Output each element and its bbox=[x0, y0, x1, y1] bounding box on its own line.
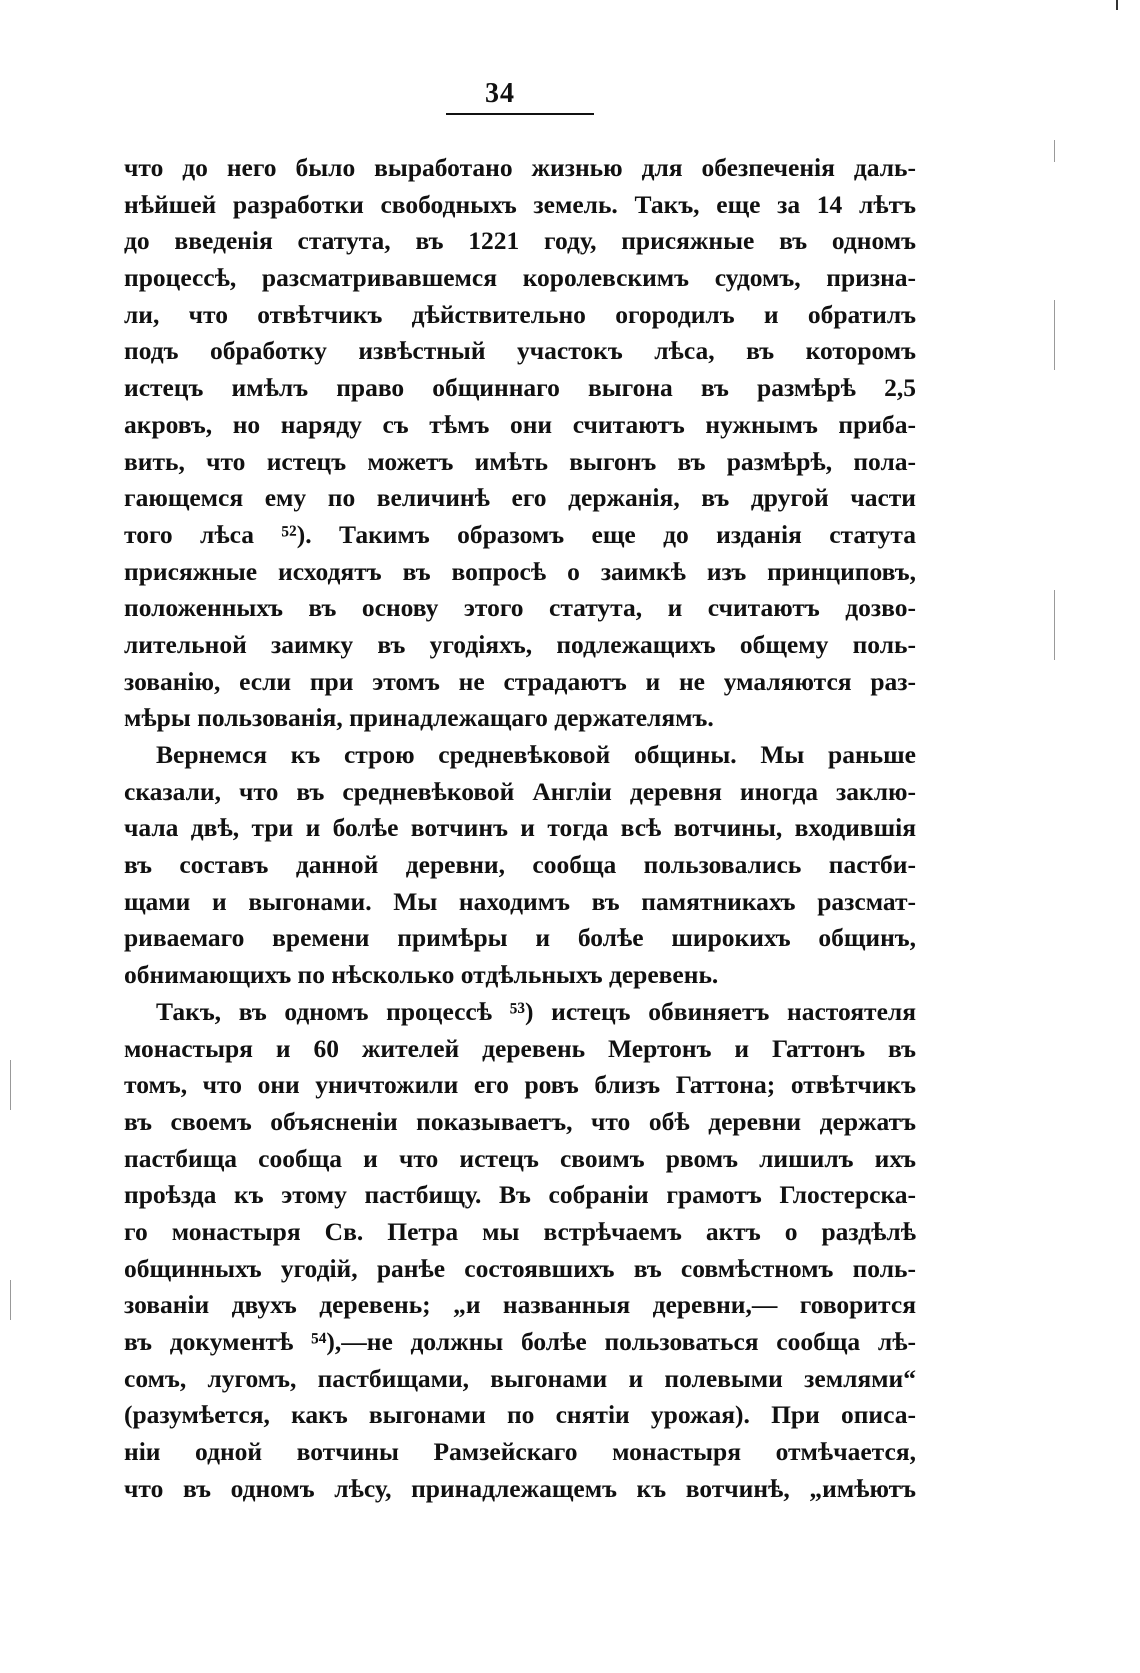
text-line: лительной заимку въ угодіяхъ, подлежащихъ общему поль- bbox=[124, 629, 916, 659]
margin-mark-left-1 bbox=[10, 1060, 11, 1110]
text-line: томъ, что они уничтожили его ровъ близъ Гаттона; отвѣтчикъ bbox=[124, 1070, 916, 1100]
page-number-rule bbox=[446, 113, 594, 115]
text-line: нѣйшей разработки свободныхъ земель. Такъ, еще за 14 лѣтъ bbox=[124, 189, 916, 219]
text-line: сказали, что въ средневѣковой Англіи деревня иногда заклю- bbox=[124, 776, 916, 806]
text-line: Вернемся къ строю средневѣковой общины. Мы раньше bbox=[156, 740, 916, 769]
text-line: обнимающихъ по нѣсколько отдѣльныхъ деревень. bbox=[124, 960, 719, 990]
text-line: ніи одной вотчины Рамзейскаго монастыря отмѣчается, bbox=[124, 1437, 916, 1467]
text-line: гающемся ему по величинѣ его держанія, въ другой части bbox=[124, 483, 916, 513]
text-line: ли, что отвѣтчикъ дѣйствительно огородилъ и обратилъ bbox=[124, 299, 916, 329]
body-text bbox=[124, 150, 916, 1507]
text-line: чала двѣ, три и болѣе вотчинъ и тогда всѣ вотчины, входившія bbox=[124, 813, 916, 843]
page-number: 34 bbox=[485, 78, 515, 109]
text-line: общинныхъ угодій, ранѣе состоявшихъ въ совмѣстномъ поль- bbox=[124, 1253, 916, 1283]
text-line: Такъ, въ одномъ процессѣ ⁵³) истецъ обвиняетъ настоятеля bbox=[156, 996, 916, 1026]
text-line: го монастыря Св. Петра мы встрѣчаемъ актъ о раздѣлѣ bbox=[124, 1216, 916, 1246]
text-line: того лѣса ⁵²). Такимъ образомъ еще до изданія статута bbox=[124, 519, 916, 549]
text-line: присяжные исходятъ въ вопросѣ о заимкѣ изъ принциповъ, bbox=[124, 556, 916, 586]
text-line: монастыря и 60 жителей деревень Мертонъ и Гаттонъ въ bbox=[124, 1033, 916, 1063]
margin-mark-left-2 bbox=[10, 1280, 11, 1320]
text-line: подъ обработку извѣстный участокъ лѣса, въ которомъ bbox=[124, 336, 916, 366]
margin-mark-right-3 bbox=[1054, 590, 1055, 660]
margin-mark-right-1 bbox=[1054, 140, 1055, 162]
text-line: что въ одномъ лѣсу, принадлежащемъ къ вотчинѣ, „имѣютъ bbox=[124, 1473, 916, 1503]
text-line: положенныхъ въ основу этого статута, и считаютъ дозво- bbox=[124, 593, 916, 623]
text-line: въ документѣ ⁵⁴),—не должны болѣе пользоваться сообща лѣ- bbox=[124, 1327, 916, 1356]
text-line: зованію, если при этомъ не страдаютъ и не умаляются раз- bbox=[124, 666, 916, 696]
text-line: истецъ имѣлъ право общиннаго выгона въ размѣрѣ 2,5 bbox=[124, 373, 916, 403]
text-line: мѣры пользованія, принадлежащаго держателямъ. bbox=[124, 703, 714, 733]
text-line: проѣзда къ этому пастбищу. Въ собраніи грамотъ Глостерска- bbox=[124, 1180, 916, 1210]
text-line: въ своемъ объясненіи показываетъ, что обѣ деревни держатъ bbox=[124, 1106, 916, 1136]
text-line: пастбища сообща и что истецъ своимъ рвомъ лишилъ ихъ bbox=[124, 1143, 916, 1173]
edge-mark bbox=[1116, 0, 1118, 10]
text-line: (разумѣется, какъ выгонами по снятіи урожая). При описа- bbox=[124, 1400, 916, 1430]
margin-mark-right-2 bbox=[1054, 300, 1055, 370]
text-line: риваемаго времени примѣры и болѣе широкихъ общинъ, bbox=[124, 923, 916, 953]
text-line: акровъ, но наряду съ тѣмъ они считаютъ нужнымъ приба- bbox=[124, 409, 916, 439]
text-line: зованіи двухъ деревень; „и названныя деревни,— говорится bbox=[124, 1290, 916, 1320]
text-line: до введенія статута, въ 1221 году, присяжные въ одномъ bbox=[124, 226, 916, 256]
text-line: сомъ, лугомъ, пастбищами, выгонами и полевыми землями“ bbox=[124, 1363, 916, 1393]
text-line: въ составъ данной деревни, сообща пользовались пастби- bbox=[124, 850, 916, 880]
text-line: процессѣ, разсматривавшемся королевскимъ судомъ, призна- bbox=[124, 263, 916, 293]
text-line: вить, что истецъ можетъ имѣть выгонъ въ размѣрѣ, пола- bbox=[124, 446, 916, 476]
text-line: щами и выгонами. Мы находимъ въ памятникахъ разсмат- bbox=[124, 886, 916, 916]
text-line: что до него было выработано жизнью для обезпеченія даль- bbox=[124, 153, 916, 182]
